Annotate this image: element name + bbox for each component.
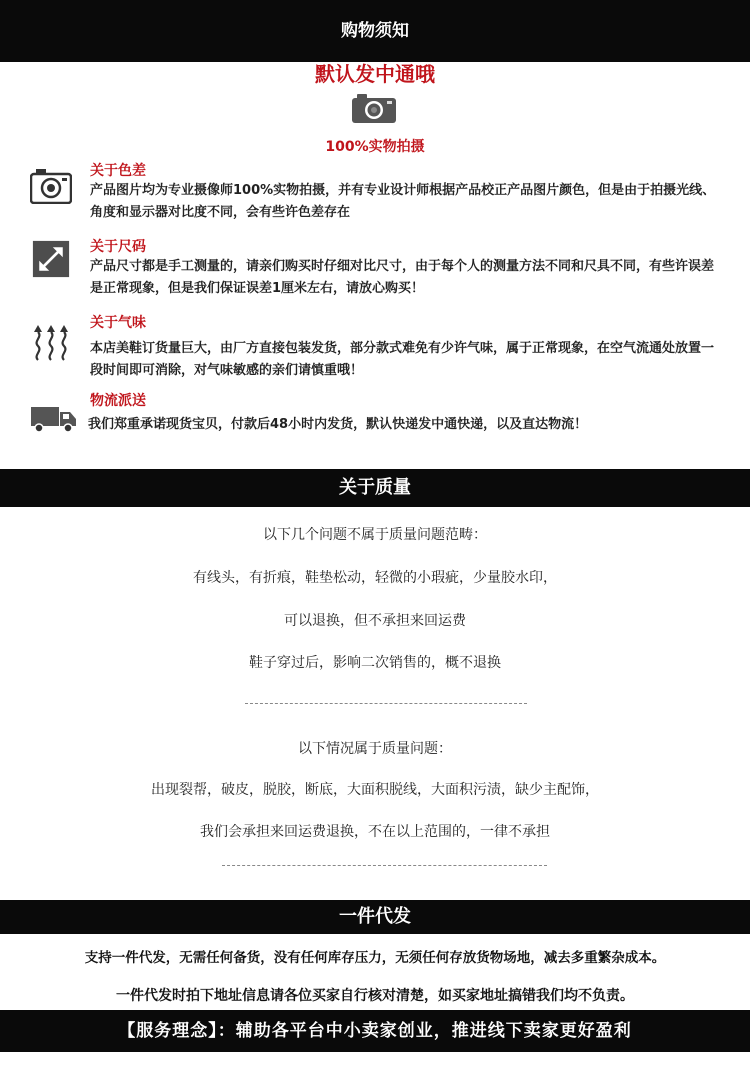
- resize-arrow-icon: [30, 240, 72, 278]
- camera-icon: [351, 92, 397, 124]
- quality-return-line: 我们会承担来回运费退换，不在以上范围的，一律不承担: [200, 824, 550, 840]
- section-body: 我们郑重承诺现货宝贝，付款后48小时内发货，默认快递发中通快递，以及直达物流！: [88, 417, 588, 432]
- section-body: 产品尺寸都是手工测量的，请亲们购买时仔细对比尺寸，由于每个人的测量方法不同和尺具不同，有些许误差是正常现象，但是我们保证误差1厘米左右，请放心购买！: [90, 259, 715, 296]
- section-title: 关于气味: [90, 315, 146, 331]
- quality-issues-intro: 以下情况属于质量问题：: [298, 741, 452, 757]
- photo-label: 100%实物拍摄: [325, 139, 425, 155]
- camera-icon: [30, 166, 72, 204]
- non-quality-issues: 有线头，有折痕，鞋垫松动，轻微的小瑕疵，少量胶水印，: [193, 570, 557, 586]
- truck-icon: [30, 400, 78, 438]
- worn-shoes-line: 鞋子穿过后，影响二次销售的，概不退换: [249, 655, 501, 671]
- section-color-difference: [30, 158, 730, 224]
- section-title: 物流派送: [90, 393, 146, 409]
- smell-waves-icon: [30, 324, 72, 362]
- notice-header: 购物须知: [0, 0, 750, 62]
- section-title: 关于尺码: [90, 239, 146, 255]
- section-body: 产品图片均为专业摄像师100%实物拍摄，并有专业设计师根据产品校正产品图片颜色，但是由于拍摄光线、角度和显示器对比度不同，会有些许色差存在: [90, 183, 716, 220]
- section-logistics: [30, 390, 730, 440]
- return-policy-line: 可以退换，但不承担来回运费: [284, 613, 466, 629]
- dropship-support-line: 支持一件代发，无需任何备货，没有任何库存压力，无须任何存放货物场地，减去多重繁杂成本。: [84, 950, 666, 966]
- service-philosophy-bar: 【服务理念】：辅助各平台中小卖家创业，推进线下卖家更好盈利: [0, 1010, 750, 1052]
- divider: [222, 865, 547, 866]
- section-size: [30, 234, 730, 300]
- divider: [245, 703, 527, 704]
- quality-header: 关于质量: [0, 469, 750, 507]
- dropship-address-line: 一件代发时拍下地址信息请各位买家自行核对清楚，如买家地址搞错我们均不负责。: [116, 988, 634, 1004]
- default-courier-headline: 默认发中通哦: [315, 62, 435, 86]
- quality-intro: 以下几个问题不属于质量问题范畴：: [263, 527, 487, 543]
- quality-issues-list: 出现裂帮，破皮，脱胶，断底，大面积脱线，大面积污渍，缺少主配饰，: [151, 782, 599, 798]
- section-body: 本店美鞋订货量巨大，由厂方直接包装发货，部分款式难免有少许气味，属于正常现象，在空气流通处放置一段时间即可消除，对气味敏感的亲们请慎重哦！: [90, 341, 715, 378]
- dropship-header: 一件代发: [0, 900, 750, 934]
- section-smell: [30, 312, 730, 378]
- section-title: 关于色差: [90, 163, 146, 179]
